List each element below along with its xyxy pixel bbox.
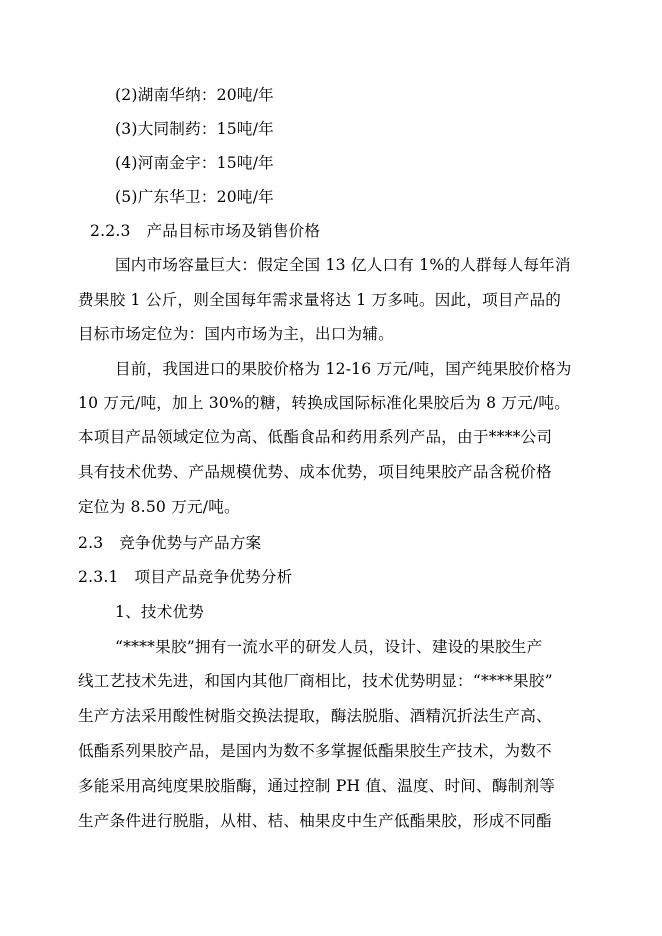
list-item: (4)河南金宇：15吨/年 [115, 154, 274, 172]
list-item: (5)广东华卫：20吨/年 [115, 188, 274, 206]
paragraph-line: 本项目产品领域定位为高、低酯食品和药用系列产品，由于****公司 [78, 428, 553, 446]
paragraph-line: 目标市场定位为：国内市场为主，出口为辅。 [78, 325, 394, 343]
section-heading-2-3-1: 2.3.1 项目产品竞争优势分析 [78, 568, 293, 586]
list-item: (3)大同制药：15吨/年 [115, 120, 274, 138]
paragraph-line: 10 万元/吨，加上 30%的糖，转换成国际标准化果胶后为 8 万元/吨。 [78, 394, 571, 412]
section-heading-2-3: 2.3 竞争优势与产品方案 [78, 534, 262, 552]
paragraph-line: 生产条件进行脱脂，从柑、桔、柚果皮中生产低酯果胶，形成不同酯 [78, 812, 552, 830]
paragraph-line: 定位为 8.50 万元/吨。 [78, 498, 240, 516]
paragraph-line: 多能采用高纯度果胶脂酶，通过控制 PH 值、温度、时间、酶制剂等 [78, 777, 556, 795]
paragraph-line: 线工艺技术先进，和国内其他厂商相比，技术优势明显：“****果胶” [78, 672, 553, 690]
section-heading-2-2-3: 2.2.3 产品目标市场及销售价格 [90, 222, 321, 240]
paragraph-line: 具有技术优势、产品规模优势、成本优势，项目纯果胶产品含税价格 [78, 463, 552, 481]
paragraph-line: 低酯系列果胶产品，是国内为数不多掌握低酯果胶生产技术，为数不 [78, 742, 552, 760]
paragraph-line: 国内市场容量巨大：假定全国 13 亿人口有 1%的人群每人每年消 [115, 256, 571, 274]
paragraph-line: “****果胶”拥有一流水平的研发人员，设计、建设的果胶生产 [115, 638, 543, 656]
list-item: (2)湖南华纳：20吨/年 [115, 86, 274, 104]
paragraph-line: 生产方法采用酸性树脂交换法提取，酶法脱脂、酒精沉折法生产高、 [78, 707, 552, 725]
paragraph-line: 目前，我国进口的果胶价格为 12-16 万元/吨，国产纯果胶价格为 [115, 360, 572, 378]
paragraph-line: 费果胶 1 公斤，则全国每年需求量将达 1 万多吨。因此，项目产品的 [78, 291, 562, 309]
subheading-tech-advantage: 1、技术优势 [115, 603, 205, 621]
